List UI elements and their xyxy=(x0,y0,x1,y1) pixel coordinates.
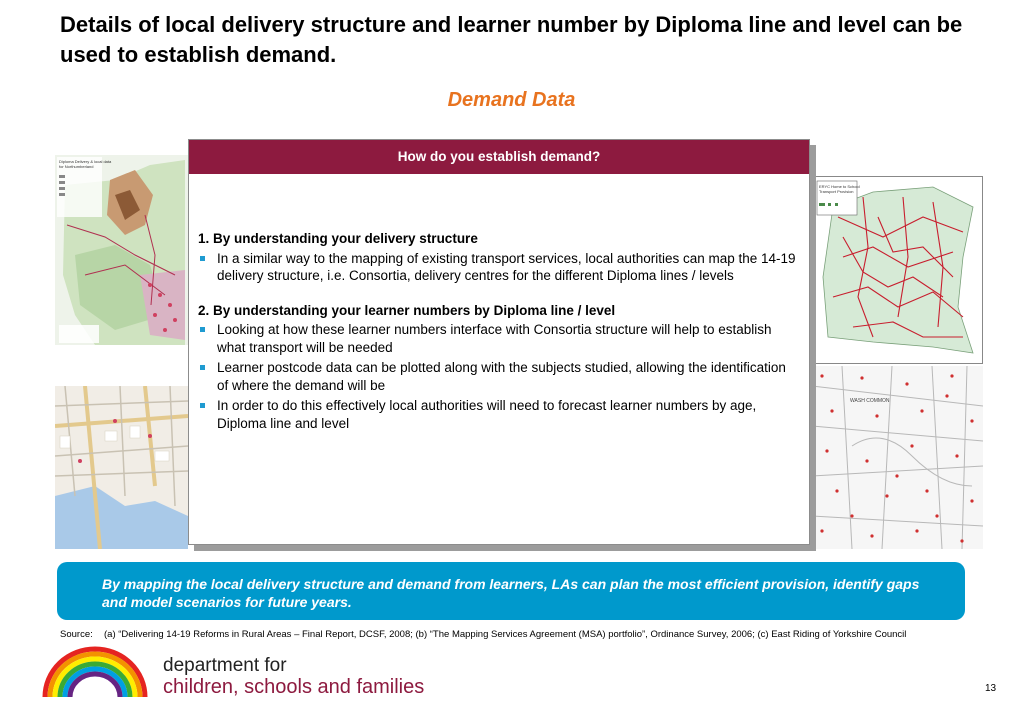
learner-postcode-map-image xyxy=(812,366,983,549)
box-header: How do you establish demand? xyxy=(189,140,809,174)
source-label: Source: xyxy=(60,629,93,640)
logo-line-1: department for xyxy=(163,655,287,676)
dcsf-logo-text xyxy=(163,656,424,697)
tr-map-caption-1: ERYC Home to School xyxy=(819,184,860,189)
bullet-list-delivery-structure xyxy=(198,250,798,285)
list-item xyxy=(198,250,798,285)
bullet-text: Looking at how these learner numbers interface with Consortia structure will help to establish what transport will be needed xyxy=(217,322,772,355)
br-map-label: WASH COMMON xyxy=(850,398,890,404)
logo-line-2: children, schools and families xyxy=(163,676,425,698)
section-heading-learner-numbers: 2. By understanding your learner numbers by Diploma line / level xyxy=(198,302,616,318)
bullet-square-icon xyxy=(200,365,205,370)
demand-content-box xyxy=(188,139,810,545)
northumberland-map-image xyxy=(55,155,188,345)
page-number: 13 xyxy=(985,683,997,694)
bullet-square-icon xyxy=(200,403,205,408)
tl-map-caption-2: for Northumberland xyxy=(59,164,94,169)
list-item xyxy=(198,359,798,394)
source-text: (a) “Delivering 14-19 Reforms in Rural Areas – Final Report, DCSF, 2008; (b) “The Mapping Services Agreement (MSA) portfolio”, Ordinance Survey, 2006; (c) East Riding of Yorkshire Council xyxy=(104,629,907,640)
list-item xyxy=(198,397,798,432)
list-item xyxy=(198,321,798,356)
source-footnote xyxy=(60,629,990,641)
tl-map-caption-1: Diploma Delivery & local data xyxy=(59,159,112,164)
tr-map-caption-2: Transport Provision xyxy=(819,189,854,194)
summary-banner: By mapping the local delivery structure and demand from learners, LAs can plan the most efficient provision, identify gaps and model scenarios for future years. xyxy=(57,562,965,620)
street-map-image xyxy=(55,386,188,549)
bullet-square-icon xyxy=(200,256,205,261)
slide-subtitle: Demand Data xyxy=(447,89,576,111)
slide-title: Details of local delivery structure and learner number by Diploma line and level can be used to establish demand. xyxy=(60,12,963,67)
box-body xyxy=(198,230,798,435)
bullet-square-icon xyxy=(200,327,205,332)
bullet-list-learner-numbers xyxy=(198,321,798,432)
bullet-text: Learner postcode data can be plotted along with the subjects studied, allowing the identification of where the demand will be xyxy=(217,360,786,393)
bullet-text: In a similar way to the mapping of existing transport services, local authorities can map the 14-19 delivery structure, i.e. Consortia, delivery centres for the different Diploma lines / levels xyxy=(217,250,796,283)
section-heading-delivery-structure: 1. By understanding your delivery structure xyxy=(198,231,478,246)
bullet-text: In order to do this effectively local authorities will need to forecast learner numbers by age, Diploma line and level xyxy=(217,398,757,431)
eryc-transport-map-image xyxy=(812,176,983,364)
rainbow-logo-icon xyxy=(40,645,150,697)
